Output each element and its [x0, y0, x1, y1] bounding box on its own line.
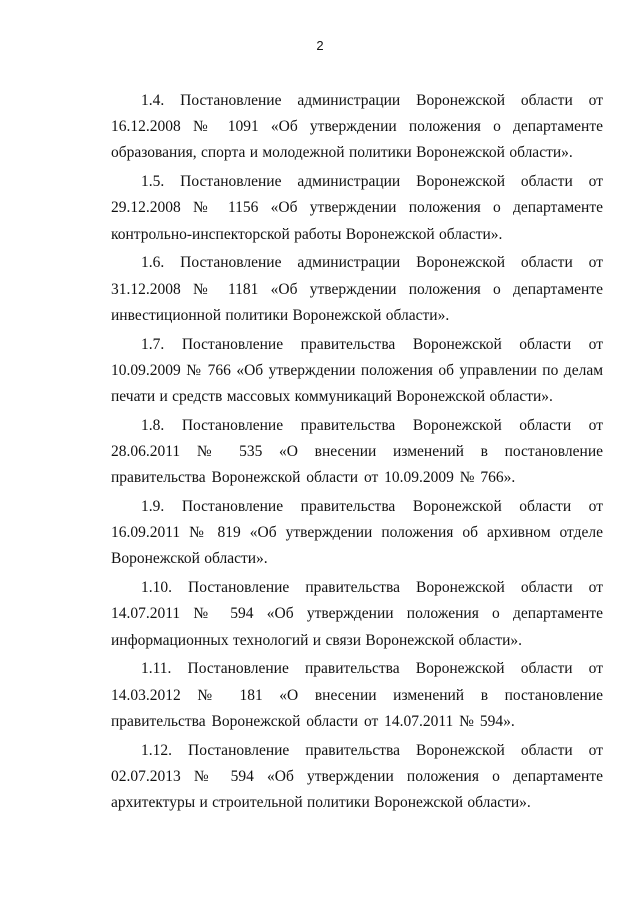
item-heading: 1.11. Постановление правительства Воронежской области от 14.03.2012: [111, 660, 603, 704]
list-item-1-12: [111, 738, 603, 817]
item-text: № 766 «Об утверждении положения об управлении по делам печати и средств массовых коммуникаций Воронежской области».: [111, 361, 604, 406]
list-item-1-4: [111, 88, 603, 167]
item-text: № 1156 «Об утверждении положения о департаменте контрольно-инспекторской работы Воронежской области».: [111, 199, 604, 243]
document-body: [111, 88, 603, 819]
item-text: № 594 «Об утверждении положения о департаменте архитектуры и строительной политики Воронежской области».: [111, 767, 603, 812]
item-text: № 819 «Об утверждении положения об архивном отделе Воронежской области».: [111, 524, 603, 568]
item-text: № 594 «Об утверждении положения о департаменте информационных технологий и связи Воронежской области».: [111, 605, 604, 649]
item-heading: 1.8. Постановление правительства Воронежской области от 28.06.2011: [111, 416, 603, 461]
item-heading: 1.5. Постановление администрации Воронежской области от 29.12.2008: [111, 173, 603, 217]
list-item-1-8: [111, 413, 603, 492]
list-item-1-9: [111, 494, 603, 573]
item-heading: 1.4. Постановление администрации Воронежской области от 16.12.2008: [111, 92, 603, 136]
list-item-1-5: [111, 169, 603, 248]
item-text: № 1181 «Об утверждении положения о департаменте инвестиционной политики Воронежской области».: [111, 280, 604, 324]
item-heading: 1.7. Постановление правительства Воронежской области от 10.09.2009: [111, 335, 603, 379]
item-text: № 1091 «Об утверждении положения о департаменте образования, спорта и молодежной политики Воронежской области».: [111, 118, 603, 162]
item-heading: 1.10. Постановление правительства Воронежской области от 14.07.2011: [111, 579, 603, 623]
list-item-1-11: [111, 656, 603, 735]
item-heading: 1.6. Постановление администрации Воронежской области от 31.12.2008: [111, 254, 603, 298]
item-text: № 535 «О внесении изменений в постановление правительства Воронежской области от 10.09.2009 № 766».: [111, 443, 604, 487]
list-item-1-7: [111, 332, 603, 411]
item-text: № 181 «О внесении изменений в постановление правительства Воронежской области от 14.07.2011 № 594».: [111, 686, 604, 730]
page-number: 2: [316, 38, 324, 53]
item-heading: 1.9. Постановление правительства Воронежской области от 16.09.2011: [111, 498, 603, 542]
list-item-1-10: [111, 575, 603, 654]
list-item-1-6: [111, 250, 603, 329]
item-heading: 1.12. Постановление правительства Воронежской области от 02.07.2013: [111, 741, 603, 785]
